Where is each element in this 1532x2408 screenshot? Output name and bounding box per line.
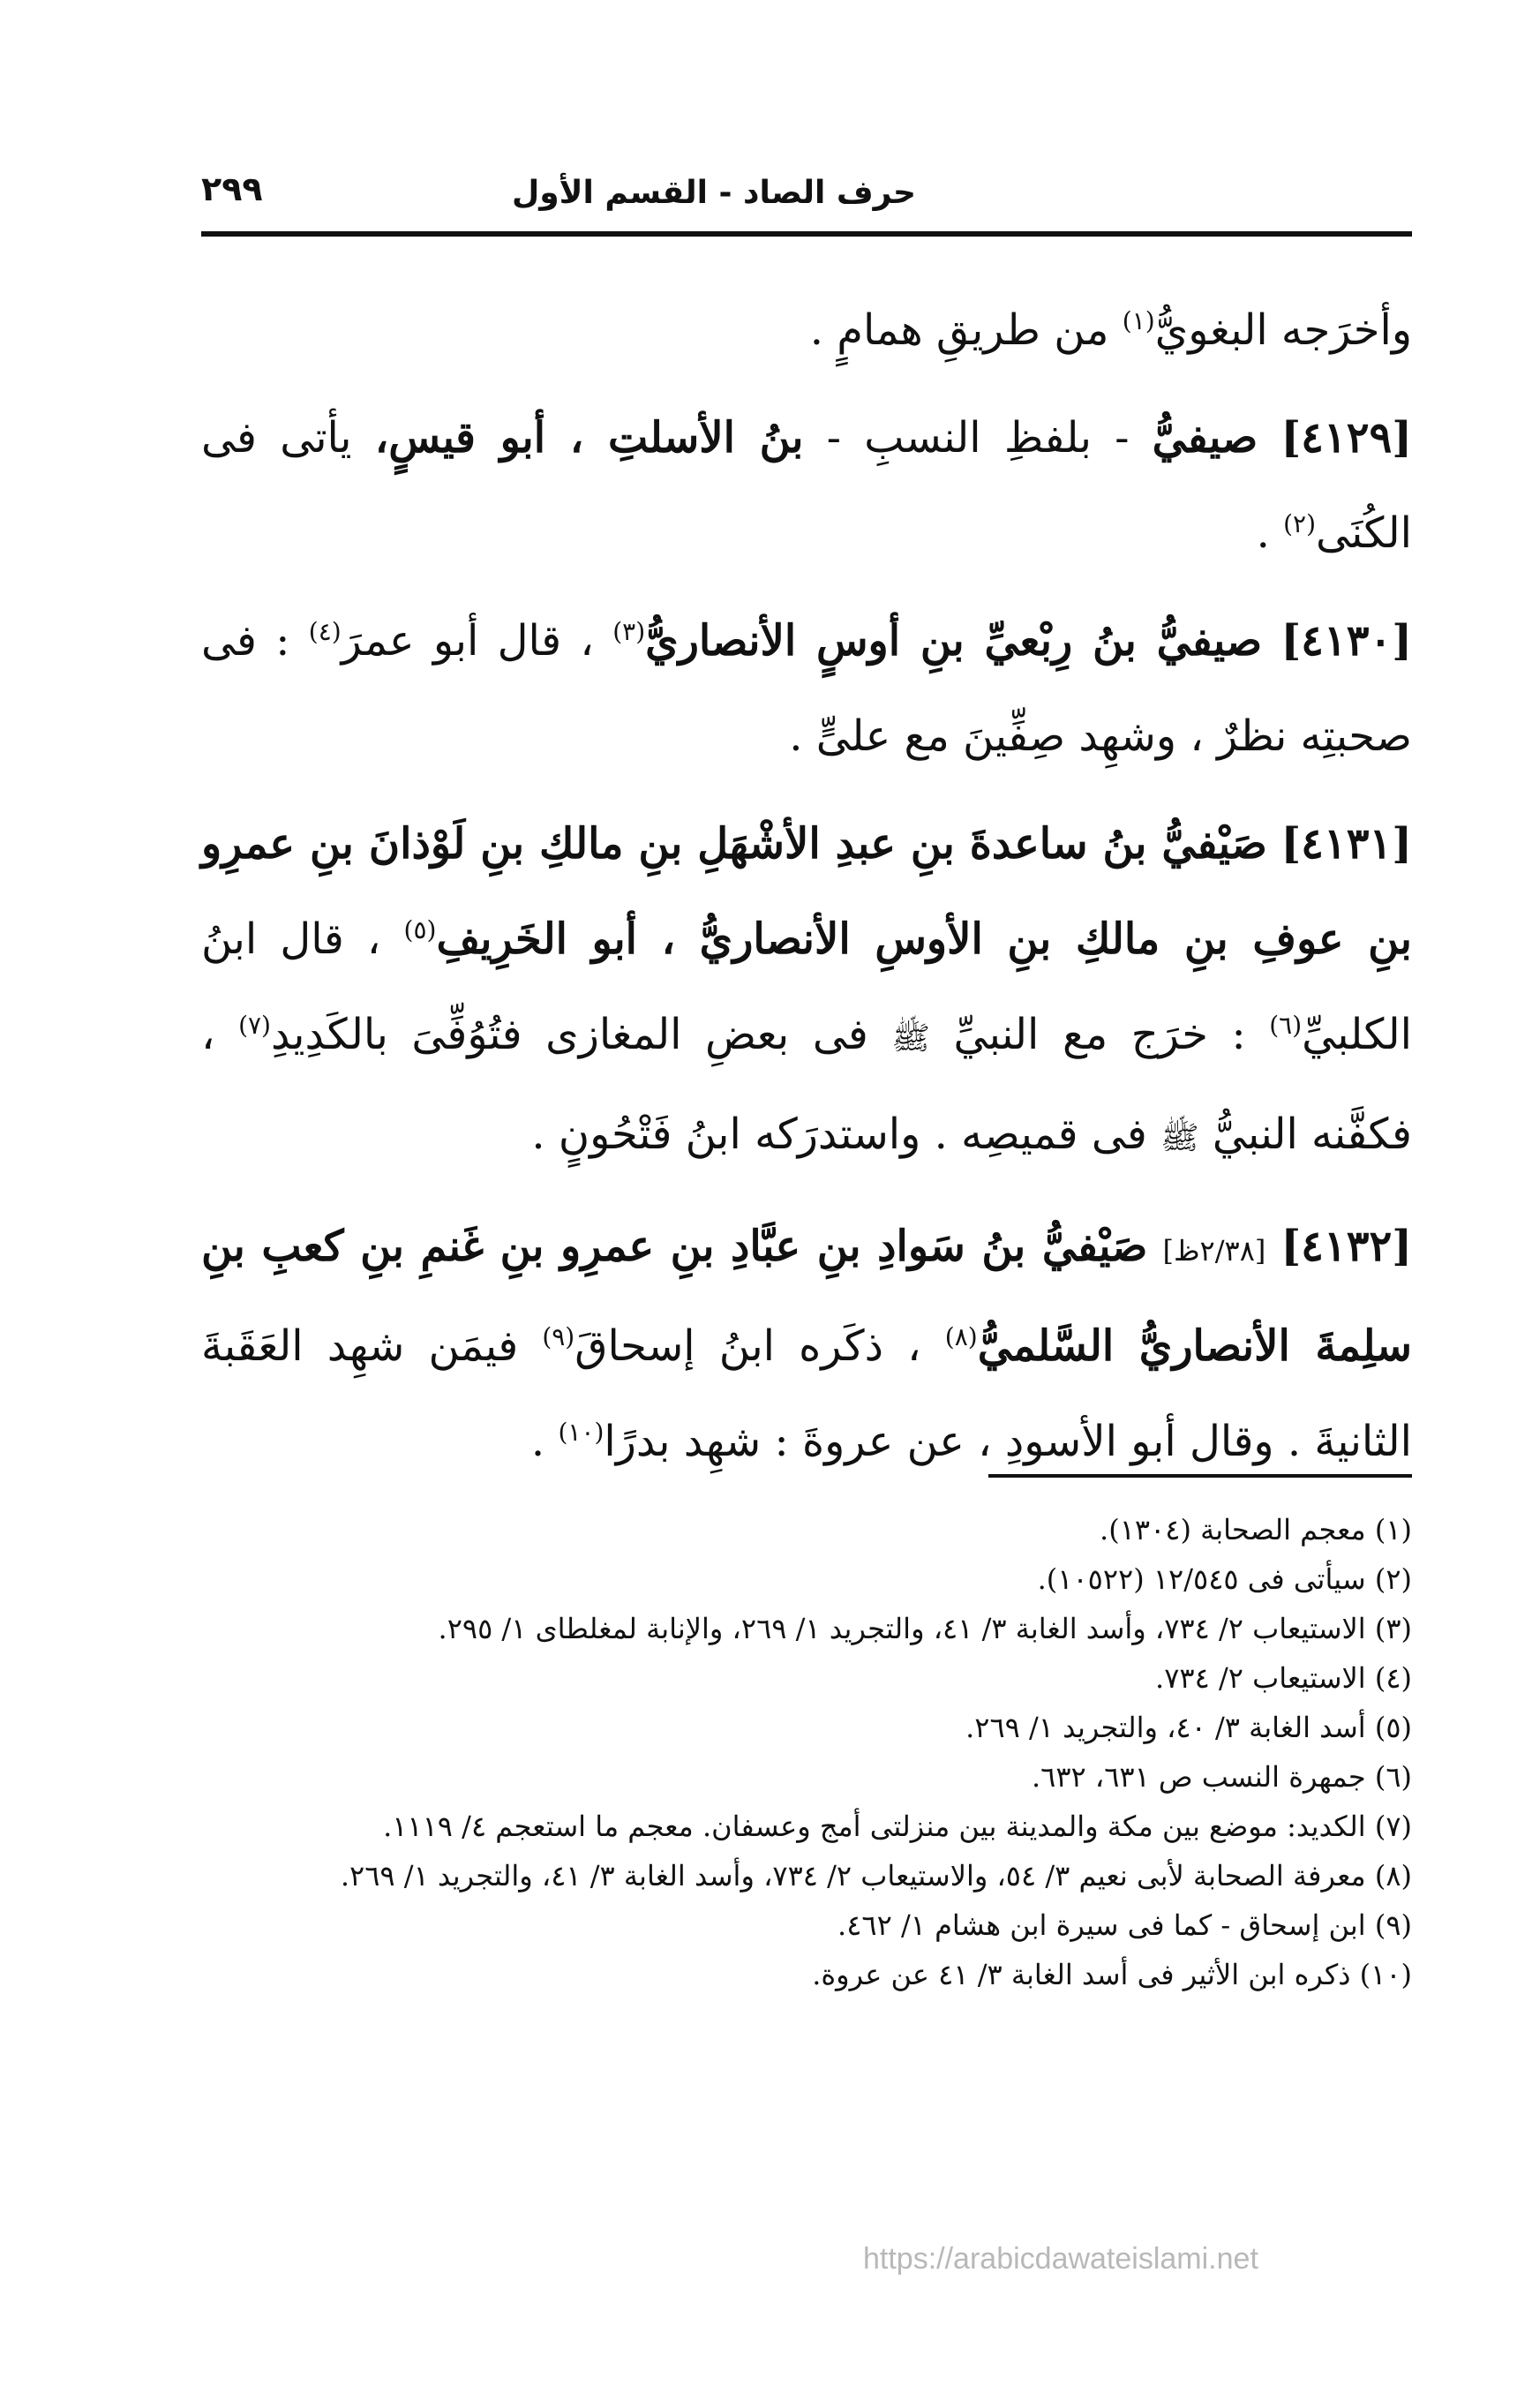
footnote-ref: (٨) bbox=[944, 1322, 978, 1351]
entry-4132 bbox=[201, 1199, 1412, 1489]
text-run: . bbox=[1256, 508, 1284, 558]
watermark-url: https://arabicdawateislami.net bbox=[863, 2242, 1258, 2276]
entry-number: [٤١٣١] bbox=[1280, 819, 1413, 869]
text-run: فيمَن شهِد العَقَبةَ الثانيةَ . وقال أبو الأسودِ ، عن عروةَ : شهِد بدرًا bbox=[201, 1321, 1412, 1466]
paragraph-intro bbox=[201, 282, 1412, 378]
footnote-10: (١٠) ذكره ابن الأثير فى أسد الغابة ٣/ ٤١ عن عروة. bbox=[812, 1958, 1412, 1991]
salutation-glyph: ﷺ bbox=[1160, 1120, 1199, 1156]
text-run: من طريقِ همامٍ . bbox=[809, 305, 1123, 355]
entry-name: صَيْفيُّ بنُ سَوادِ بنِ عبَّادِ بنِ عمرِو بنِ غَنمِ بنِ كعبِ بنِ سلِمةَ الأنصاريُّ السَّلميُّ bbox=[201, 1222, 1413, 1371]
entry-number: [٤١٣٢] bbox=[1280, 1222, 1413, 1271]
footnote-ref: (٢) bbox=[1283, 509, 1317, 538]
footnote-ref: (٥) bbox=[403, 915, 437, 944]
entry-4130 bbox=[201, 593, 1412, 784]
text-run: فى قميصِه . واستدرَكه ابنُ فَتْحُونٍ . bbox=[531, 1110, 1161, 1159]
text-run: ، ذكَره ابنُ إسحاقَ bbox=[574, 1321, 945, 1371]
footnote-5: (٥) أسد الغابة ٣/ ٤٠، والتجريد ١/ ٢٦٩. bbox=[965, 1711, 1412, 1744]
footnote-ref: (١) bbox=[1122, 306, 1155, 335]
footnote-ref: (٧) bbox=[238, 1011, 271, 1040]
running-header bbox=[201, 159, 1410, 230]
header-rule bbox=[201, 231, 1412, 237]
entry-name: صَيْفيُّ بنُ ساعدةَ بنِ عبدِ الأشْهَلِ بنِ مالكِ بنِ لَوْذانَ بنِ عمرِو بنِ عوفِ بنِ مالكِ بنِ الأوسِ الأنصاريُّ ، أبو الخَرِيفِ bbox=[201, 819, 1412, 964]
footnote-ref: (١٠) bbox=[558, 1418, 605, 1447]
footnotes bbox=[201, 1505, 1412, 1999]
footnote-3: (٣) الاستيعاب ٢/ ٧٣٤، وأسد الغابة ٣/ ٤١، والتجريد ١/ ٢٦٩، والإنابة لمغلطاى ١/ ٢٩٥. bbox=[438, 1612, 1412, 1645]
text-run: وأخرَجه البغويُّ bbox=[1154, 305, 1412, 355]
entry-name: صيفيُّ بنُ رِبْعيِّ بنِ أوسٍ الأنصاريُّ bbox=[645, 616, 1263, 666]
page-number: ٢٩٩ bbox=[201, 169, 263, 208]
entry-name-continued: بنُ الأسلتِ ، أبو قيسٍ، bbox=[374, 413, 804, 463]
text-run: ، قال أبو عمرَ bbox=[341, 616, 613, 666]
footnote-8: (٨) معرفة الصحابة لأبى نعيم ٣/ ٥٤، والاستيعاب ٢/ ٧٣٤، وأسد الغابة ٣/ ٤١، والتجريد ١/ ٢٦٩. bbox=[340, 1859, 1412, 1893]
manuscript-folio: [٢/٣٨ظ] bbox=[1162, 1234, 1266, 1268]
text-run: : خرَج مع النبيِّ bbox=[929, 1010, 1270, 1059]
salutation-glyph: ﷺ bbox=[891, 1020, 930, 1057]
text-run: . bbox=[530, 1417, 559, 1466]
entry-number: [٤١٣٠] bbox=[1280, 616, 1413, 666]
entry-name: صيفيُّ bbox=[1152, 413, 1258, 463]
footnote-1: (١) معجم الصحابة (١٣٠٤). bbox=[1100, 1513, 1412, 1546]
footnote-ref: (٤) bbox=[308, 617, 342, 646]
text-run: : فى صحبتِه نظرٌ ، وشهِد صِفِّينَ مع علىٍّ . bbox=[201, 616, 1412, 761]
footnote-ref: (٣) bbox=[612, 617, 646, 646]
footnote-9: (٩) ابن إسحاق - كما فى سيرة ابن هشام ١/ ٤٦٢. bbox=[837, 1908, 1412, 1942]
footnote-4: (٤) الاستيعاب ٢/ ٧٣٤. bbox=[1155, 1661, 1412, 1695]
footnote-ref: (٦) bbox=[1269, 1011, 1303, 1040]
text-run: - بلفظِ النسبِ - bbox=[803, 413, 1153, 463]
text-run: يأتى فى الكُنَى bbox=[201, 413, 1412, 558]
entry-4131 bbox=[201, 796, 1412, 1186]
footnote-7: (٧) الكديد: موضع بين مكة والمدينة بين منزلتى أمج وعسفان. معجم ما استعجم ٤/ ١١١٩. bbox=[383, 1810, 1412, 1843]
footnote-6: (٦) جمهرة النسب ص ٦٣١، ٦٣٢. bbox=[1031, 1760, 1412, 1794]
entry-number: [٤١٢٩] bbox=[1280, 413, 1413, 463]
footnote-2: (٢) سيأتى فى ١٢/٥٤٥ (١٠٥٢٢). bbox=[1037, 1562, 1412, 1596]
text-run: ، فكفَّنه النبيُّ bbox=[201, 1010, 1412, 1159]
footnote-separator bbox=[988, 1474, 1412, 1478]
text-run: ، قال ابنُ الكلبيِّ bbox=[201, 914, 1413, 1059]
entry-4129 bbox=[201, 390, 1412, 581]
text-run: فى بعضِ المغازى فتُوُفِّىَ بالكَدِيدِ bbox=[270, 1010, 892, 1059]
main-text bbox=[201, 282, 1412, 1501]
footnote-ref: (٩) bbox=[542, 1322, 575, 1351]
running-header-title: حرف الصاد - القسم الأول bbox=[512, 175, 916, 211]
